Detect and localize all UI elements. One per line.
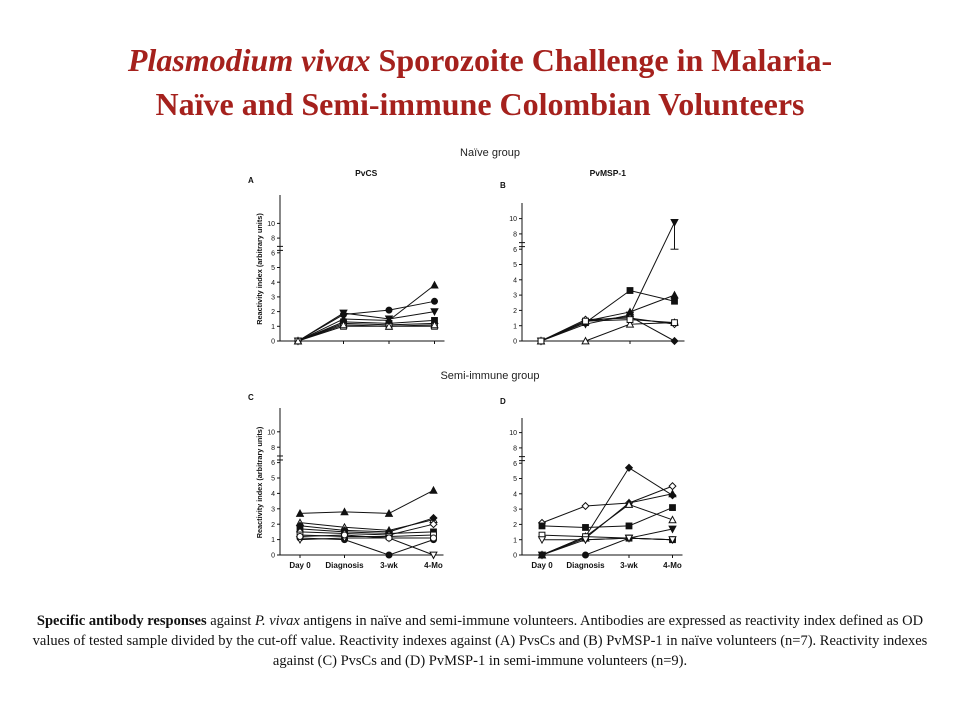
panel-c-point-v9 <box>386 535 392 541</box>
title-species: Plasmodium vivax <box>127 42 371 78</box>
panel-c-y-label: Reactivity index (arbitrary units) <box>255 426 264 539</box>
panel-d-series-line-v6 <box>542 529 673 555</box>
panel-a-point-v2 <box>432 298 438 304</box>
panel-b-point-v7 <box>672 320 678 326</box>
panel-d-y-tick-label: 1 <box>513 537 517 545</box>
panel-d <box>500 397 683 570</box>
panel-b-point-v7 <box>538 338 544 344</box>
panel-d-point-v4 <box>583 525 589 531</box>
panel-a <box>248 168 445 346</box>
panel-d-x-tick-label: Day 0 <box>531 561 553 570</box>
panel-c-series-line-v5 <box>300 524 434 535</box>
caption-species: P. vivax <box>254 613 300 629</box>
panel-a-y-tick-label: 5 <box>271 265 275 273</box>
panel-a-y-tick-label: 0 <box>271 338 275 346</box>
caption-text-2: antigens in naïve and semi-immune volunteers. Antibodies are expressed as reactivity index defined as OD values of tested sample divided by the cut-off value. Reactivity indexes against (A) PvsCs and (B) PvMSP-1 in naïve volunteers (n=7). Reactivity indexes against (C) PvsCs and (D) PvMSP-1 in semi-immune volunteers (n=9). <box>32 613 928 669</box>
panel-d-point-v4 <box>670 505 676 511</box>
panel-b-point-v1 <box>671 220 678 226</box>
panel-d-point-v2 <box>582 503 589 510</box>
panel-b <box>500 168 685 346</box>
panel-c-point-v9 <box>342 532 348 538</box>
panel-d-y-tick-label: 5 <box>513 476 517 484</box>
panel-c-series-line-v1 <box>300 490 434 513</box>
panel-c-y-tick-label: 8 <box>271 444 275 452</box>
panel-a-series-line-v2 <box>298 301 435 341</box>
panel-c-y-tick-label: 6 <box>271 460 275 468</box>
title-line-2: Naïve and Semi-immune Colombian Volunteers <box>155 86 805 122</box>
panel-b-series-line-v3 <box>541 295 675 341</box>
panel-b-y-tick-label: 2 <box>513 308 517 315</box>
panel-b-point-v2 <box>627 288 633 294</box>
panel-d-y-tick-label: 2 <box>513 522 517 529</box>
panel-c-x-tick-label: 3-wk <box>380 561 398 570</box>
panel-d-point-v8 <box>539 552 545 558</box>
panel-c-y-tick-label: 0 <box>271 552 275 560</box>
panel-c-y-tick-label: 4 <box>271 491 275 498</box>
panel-a-y-label: Reactivity index (arbitrary units) <box>255 213 264 325</box>
panel-a-y-tick-label: 2 <box>271 309 275 317</box>
panel-d-y-tick-label: 10 <box>509 430 517 438</box>
panel-d-series-line-v2 <box>542 486 673 523</box>
panel-d-point-v5 <box>669 516 676 522</box>
group-label-naive: Naïve group <box>460 147 520 159</box>
panel-b-point-v4 <box>671 338 678 345</box>
panel-c-x-tick-label: 4-Mo <box>424 561 443 570</box>
panel-c-point-v9 <box>297 534 303 540</box>
group-label-semi-immune: Semi-immune group <box>440 370 540 382</box>
panel-d-series-line-v1 <box>542 468 673 555</box>
panel-b-point-v7 <box>583 318 589 324</box>
panel-d-series-line-v4 <box>542 508 673 528</box>
panel-b-y-tick-label: 6 <box>513 246 517 254</box>
panel-c-point-v9 <box>431 535 437 541</box>
panel-b-y-tick-label: 4 <box>513 277 517 285</box>
panel-b-y-tick-label: 8 <box>513 231 517 239</box>
panel-c <box>248 393 444 570</box>
panel-c-y-tick-label: 5 <box>271 475 275 483</box>
panel-a-y-tick-label: 6 <box>271 250 275 258</box>
title-line-1-text: Sporozoite Challenge in Malaria- <box>370 42 833 78</box>
panel-d-y-tick-label: 3 <box>513 506 517 514</box>
panel-a-y-tick-label: 3 <box>271 294 275 302</box>
figure-caption <box>28 611 932 671</box>
panel-c-x-tick-label: Diagnosis <box>325 561 364 570</box>
charts <box>248 168 685 570</box>
panel-b-y-tick-label: 1 <box>513 323 517 331</box>
panel-a-title: PvCS <box>355 168 378 178</box>
panel-d-letter: D <box>500 397 506 406</box>
panel-b-point-v2 <box>672 298 678 304</box>
panel-a-point-v2 <box>386 307 392 313</box>
caption-bold: Specific antibody responses <box>36 613 207 629</box>
panel-a-y-tick-label: 1 <box>271 323 275 331</box>
panel-d-point-v8 <box>583 552 589 558</box>
panel-d-point-v2 <box>669 483 676 490</box>
panel-d-x-tick-label: 3-wk <box>620 561 638 570</box>
panel-d-y-tick-label: 0 <box>513 552 517 560</box>
panel-c-y-tick-label: 3 <box>271 506 275 514</box>
panel-c-x-tick-label: Day 0 <box>289 561 311 570</box>
panel-c-y-tick-label: 1 <box>271 537 275 545</box>
panel-d-point-v4 <box>626 523 632 529</box>
panel-b-title: PvMSP-1 <box>589 168 626 178</box>
panel-d-point-v1 <box>626 464 633 471</box>
panel-c-point-v7 <box>386 552 392 558</box>
panel-c-point-v1 <box>430 487 437 493</box>
panel-d-y-tick-label: 8 <box>513 445 517 453</box>
panel-a-y-tick-label: 4 <box>271 279 275 287</box>
panel-a-letter: A <box>248 176 254 185</box>
panel-c-y-tick-label: 2 <box>271 521 275 529</box>
panel-a-point-v1 <box>431 282 438 288</box>
panel-b-point-v3 <box>671 292 678 298</box>
panel-d-y-tick-label: 6 <box>513 460 517 468</box>
panel-d-x-tick-label: 4-Mo <box>663 561 682 570</box>
panel-b-y-tick-label: 10 <box>509 216 517 224</box>
panel-d-x-tick-label: Diagnosis <box>566 561 605 570</box>
panel-a-y-tick-label: 10 <box>267 221 275 228</box>
panel-b-y-tick-label: 3 <box>513 292 517 300</box>
panel-b-y-tick-label: 5 <box>513 262 517 270</box>
panel-b-point-v7 <box>627 317 633 323</box>
panel-d-point-v4 <box>539 523 545 529</box>
panel-a-y-tick-label: 8 <box>271 235 275 243</box>
caption-text-1: against <box>206 613 255 629</box>
panel-c-letter: C <box>248 393 254 402</box>
panel-d-y-tick-label: 4 <box>513 491 517 499</box>
panel-b-letter: B <box>500 181 506 190</box>
panel-b-y-tick-label: 0 <box>513 338 517 346</box>
panel-d-series-line-v9 <box>542 538 673 540</box>
panel-c-series-line-v7 <box>300 538 434 555</box>
panel-c-y-tick-label: 10 <box>267 429 275 437</box>
